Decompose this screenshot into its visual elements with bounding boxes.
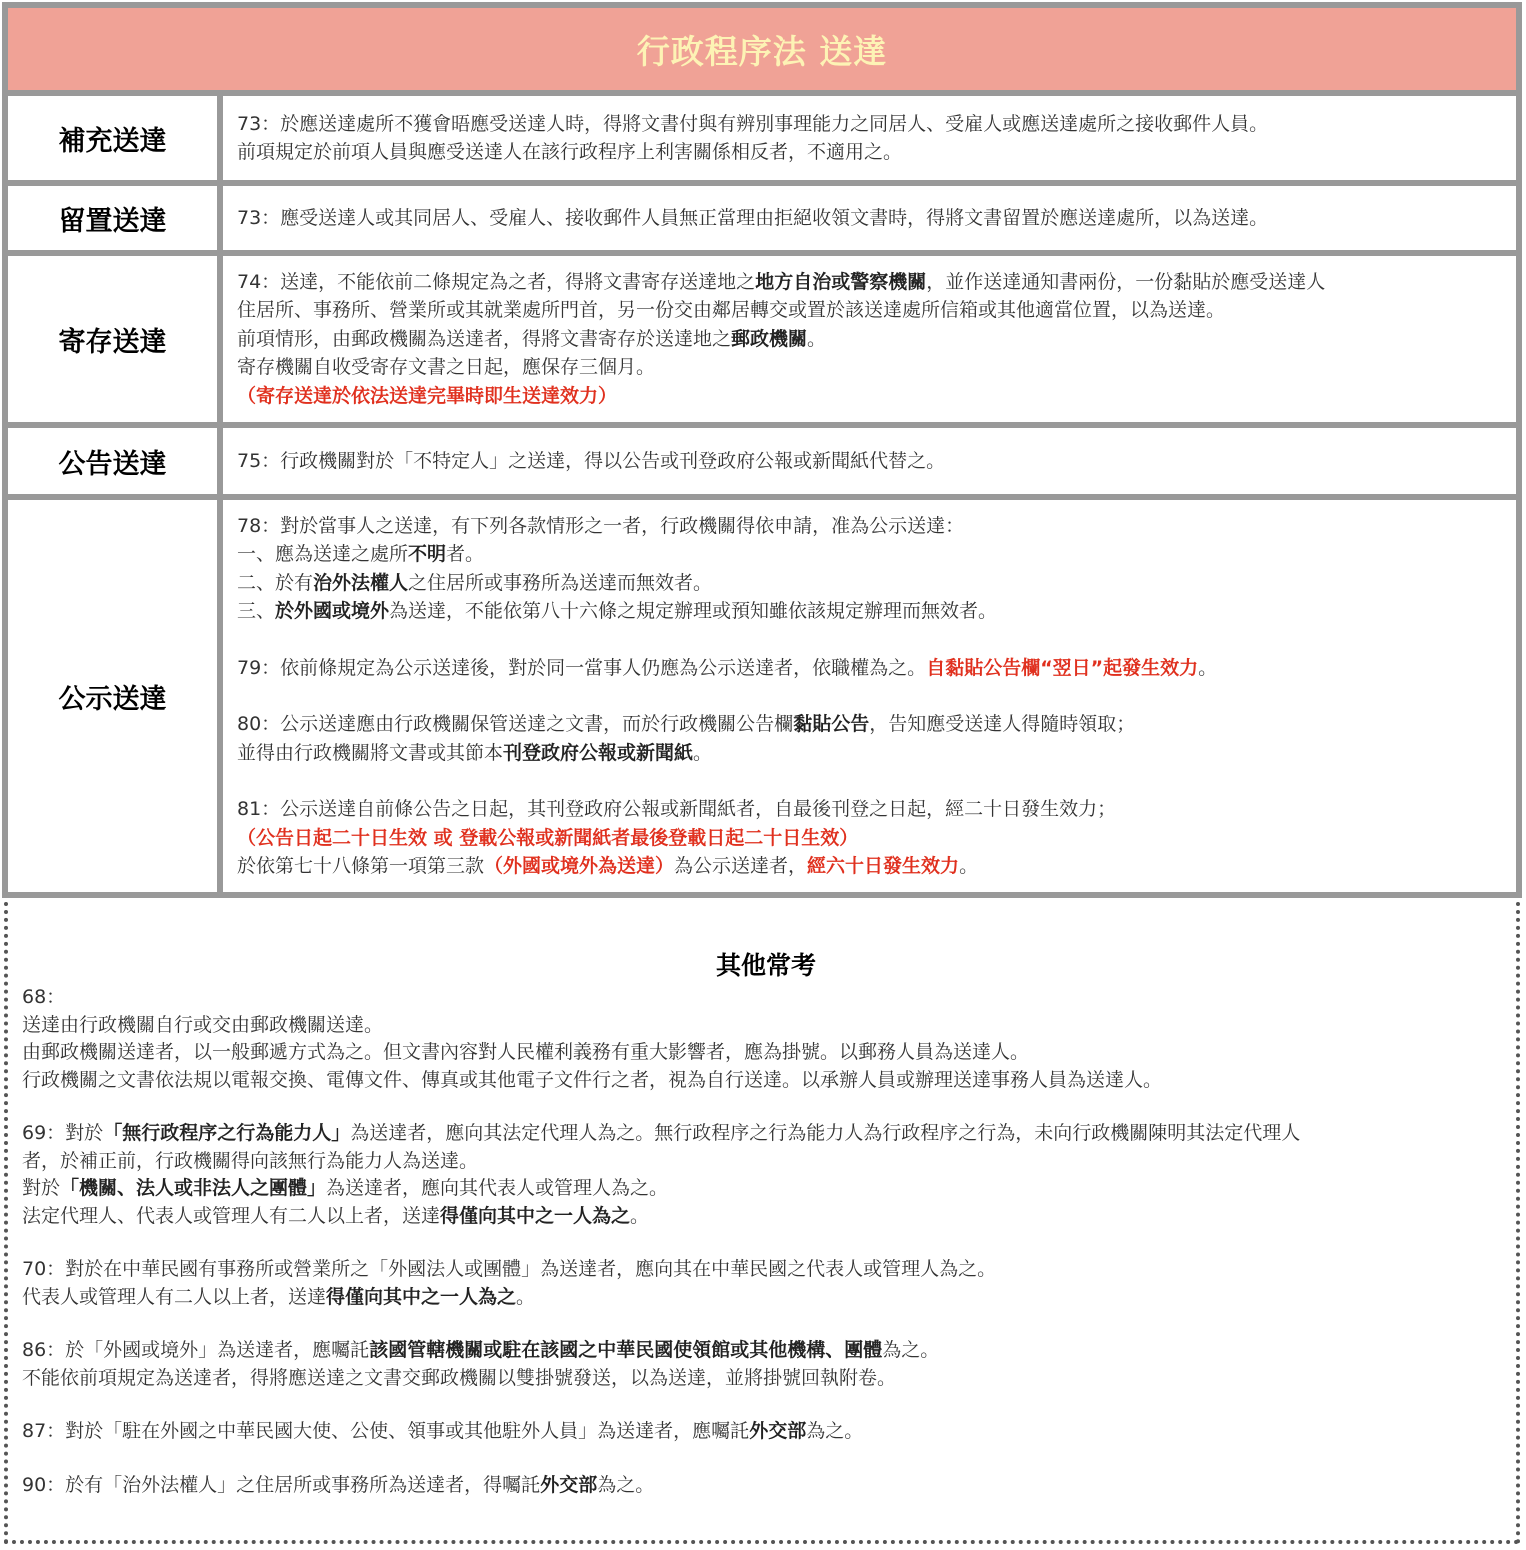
text-line: 78：對於當事人之送達，有下列各款情形之一者，行政機關得依申請，准為公示送達： — [237, 514, 965, 537]
row-content-public-notice — [223, 500, 1516, 892]
text-line: 90：於有「治外法權人」之住居所或事務所為送達者，得囑託外交部為之。 — [22, 1473, 655, 1496]
row-label-public-notice: 公示送達 — [8, 500, 217, 892]
text-line: 74：送達，不能依前二條規定為之者，得將文書寄存送達地之地方自治或警察機關，並作送達通知書兩份，一份黏貼於應受送達人 — [237, 270, 1326, 293]
text-line: 79：依前條規定為公示送達後，對於同一當事人仍應為公示送達者，依職權為之。自黏貼公告欄“翌日”起發生效力。 — [237, 656, 1218, 679]
row-label-deposit: 寄存送達 — [8, 256, 217, 422]
row-content-deposit — [223, 256, 1516, 422]
text-line: 73：於應送達處所不獲會晤應受送達人時，得將文書付與有辨別事理能力之同居人、受雇人或應送達處所之接收郵件人員。 — [237, 112, 1269, 135]
text-line: 86：於「外國或境外」為送達者，應囑託該國管轄機關或駐在該國之中華民國使領館或其他機構、團體為之。 — [22, 1339, 940, 1361]
row-content-announcement — [223, 428, 1516, 494]
text-line: 不能依前項規定為送達者，得將應送達之文書交郵政機關以雙掛號發送，以為送達，並將掛號回執附卷。 — [22, 1366, 897, 1389]
text-line: 行政機關之文書依法規以電報交換、電傳文件、傳真或其他電子文件行之者，視為自行送達。以承辦人員或辦理送達事務人員為送達人。 — [22, 1068, 1163, 1091]
text-line: 法定代理人、代表人或管理人有二人以上者，送達得僅向其中之一人為之。 — [22, 1204, 650, 1227]
text-line: 於依第七十八條第一項第三款（外國或境外為送達）為公示送達者，經六十日發生效力。 — [237, 855, 979, 877]
row-content-supplementary — [223, 96, 1516, 180]
text-line: 87：對於「駐在外國之中華民國大使、公使、領事或其他駐外人員」為送達者，應囑託外交部為之。 — [22, 1420, 864, 1442]
text-line: 68： — [22, 986, 66, 1008]
text-line: 75：行政機關對於「不特定人」之送達，得以公告或刊登政府公報或新聞紙代替之。 — [237, 449, 946, 472]
text-line: 由郵政機關送達者，以一般郵遞方式為之。但文書內容對人民權利義務有重大影響者，應為掛號。以郵務人員為送達人。 — [22, 1041, 1030, 1063]
highlight-note: （寄存送達於依法送達完畢時即生送達效力） — [237, 384, 618, 407]
text-line: 81：公示送達自前條公告之日起，其刊登政府公報或新聞紙者，自最後刊登之日起，經二十日發生效力； — [237, 798, 1117, 820]
row-label-announcement: 公告送達 — [8, 428, 217, 494]
page-title: 行政程序法 送達 — [8, 8, 1516, 90]
text-line: 寄存機關自收受寄存文書之日起，應保存三個月。 — [237, 356, 656, 379]
text-line: 送達由行政機關自行或交由郵政機關送達。 — [22, 1013, 384, 1036]
other-section — [4, 902, 1520, 1544]
text-line: 一、應為送達之處所不明者。 — [237, 543, 485, 565]
text-line: 者，於補正前，行政機關得向該無行為能力人為送達。 — [22, 1149, 479, 1172]
other-section-title: 其他常考 — [715, 951, 816, 980]
text-line: 前項情形，由郵政機關為送達者，得將文書寄存於送達地之郵政機關。 — [237, 327, 827, 350]
text-line: 前項規定於前項人員與應受送達人在該行政程序上利害關係相反者，不適用之。 — [237, 141, 903, 163]
text-line: 80：公示送達應由行政機關保管送達之文書，而於行政機關公告欄黏貼公告，告知應受送達人得隨時領取； — [237, 713, 1136, 735]
text-line: 二、於有治外法權人之住居所或事務所為送達而無效者。 — [237, 571, 713, 594]
text-line: 並得由行政機關將文書或其節本刊登政府公報或新聞紙。 — [237, 741, 713, 764]
highlight-note: （公告日起二十日生效 或 登載公報或新聞紙者最後登載日起二十日生效） — [237, 826, 859, 849]
text-line: 70：對於在中華民國有事務所或營業所之「外國法人或團體」為送達者，應向其在中華民國之代表人或管理人為之。 — [22, 1258, 997, 1280]
row-content-retention — [223, 186, 1516, 250]
service-table — [2, 2, 1522, 898]
text-line: 住居所、事務所、營業所或其就業處所門首，另一份交由鄰居轉交或置於該送達處所信箱或其他適當位置，以為送達。 — [237, 299, 1226, 322]
other-section-body — [22, 984, 1512, 1499]
row-label-supplementary: 補充送達 — [8, 96, 217, 180]
row-label-retention: 留置送達 — [8, 186, 217, 250]
text-line: 73：應受送達人或其同居人、受雇人、接收郵件人員無正當理由拒絕收領文書時，得將文書留置於應送達處所，以為送達。 — [237, 206, 1269, 229]
text-line: 代表人或管理人有二人以上者，送達得僅向其中之一人為之。 — [22, 1285, 536, 1308]
text-line: 三、於外國或境外為送達，不能依第八十六條之規定辦理或預知雖依該規定辦理而無效者。 — [237, 600, 998, 622]
text-line: 對於「機關、法人或非法人之團體」為送達者，應向其代表人或管理人為之。 — [22, 1177, 669, 1199]
text-line: 69：對於「無行政程序之行為能力人」為送達者，應向其法定代理人為之。無行政程序之行為能力人為行政程序之行為，未向行政機關陳明其法定代理人 — [22, 1122, 1301, 1144]
